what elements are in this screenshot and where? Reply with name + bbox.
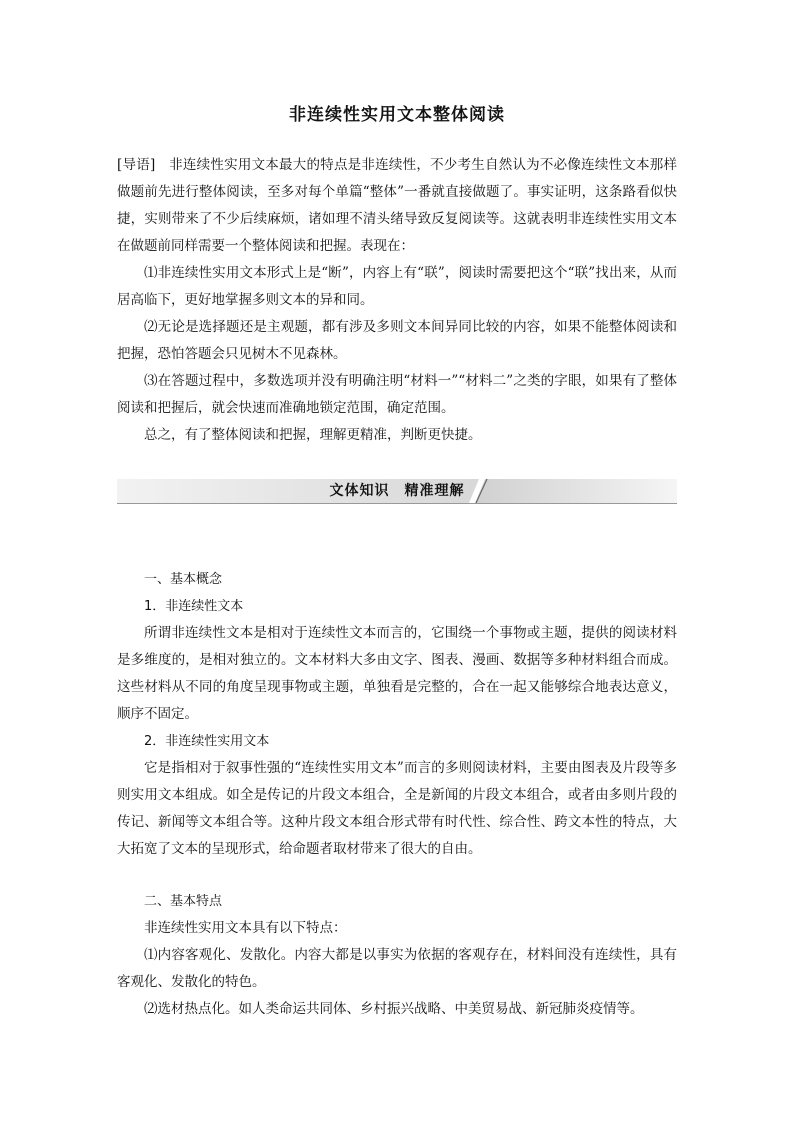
- intro-paragraph: [导语] 非连续性实用文本最大的特点是非连续性，不少考生自然认为不必像连续性文本那样做题前先进行整体阅读，至多对每个单篇“整体”一番就直接做题了。事实证明，这条路看似快捷，实则带来了不少后续麻烦，诸如理不清头绪导致反复阅读等。这就表明非连续性实用文本在做题前同样需要一个整体阅读和把握。表现在：: [117, 157, 677, 254]
- section-heading: 二、基本特点: [144, 894, 223, 909]
- body-paragraph: 非连续性实用文本具有以下特点：: [144, 920, 347, 936]
- subsection-heading: 2．非连续性实用文本: [144, 734, 270, 749]
- section-banner: [117, 476, 677, 506]
- intro-summary: 总之，有了整体阅读和把握，理解更精准，判断更快捷。: [144, 427, 482, 443]
- body-paragraph: 所谓非连续性文本是相对于连续性文本而言的，它围绕一个事物或主题，提供的阅读材料是多维度的，是相对独立的。文本材料大多由文字、图表、漫画、数据等多种材料组合而成。这些材料从不同的角度呈现事物或主题，单独看是完整的，合在一起又能够综合地表达意义，顺序不固定。: [117, 625, 677, 722]
- intro-point-2: ⑵无论是选择题还是主观题，都有涉及多则文本间异同比较的内容，如果不能整体阅读和把握，恐怕答题会只见树木不见森林。: [117, 319, 677, 362]
- page-title: 非连续性实用文本整体阅读: [289, 105, 505, 125]
- section-heading: 一、基本概念: [144, 572, 223, 587]
- intro-section: [117, 152, 677, 449]
- body-paragraph: 它是指相对于叙事性强的“连续性实用文本”而言的多则阅读材料，主要由图表及片段等多则实用文本组成。如全是传记的片段文本组合，全是新闻的片段文本组合，或者由多则片段的传记、新闻等文本组合等。这种片段文本组合形式带有时代性、综合性、跨文本性的特点，大大拓宽了文本的呈现形式，给命题者取材带来了很大的自由。: [117, 760, 677, 857]
- section-basic-concepts: [117, 566, 677, 863]
- intro-point-1: ⑴非连续性实用文本形式上是“断”，内容上有“联”，阅读时需要把这个“联”找出来，从而居高临下，更好地掌握多则文本的异和同。: [117, 265, 677, 308]
- feature-point-1: ⑴内容客观化、发散化。内容大都是以事实为依据的客观存在，材料间没有连续性，具有客观化、发散化的特色。: [117, 947, 677, 990]
- section-basic-features: [117, 888, 677, 1023]
- feature-point-2: ⑵选材热点化。如人类命运共同体、乡村振兴战略、中美贸易战、新冠肺炎疫情等。: [144, 1001, 644, 1017]
- subsection-heading: 1．非连续性文本: [144, 599, 244, 614]
- banner-label: 文体知识 精准理解: [329, 483, 465, 499]
- intro-point-3: ⑶在答题过程中，多数选项并没有明确注明“材料一”“材料二”之类的字眼，如果有了整体阅读和把握后，就会快速而准确地锁定范围，确定范围。: [117, 373, 677, 416]
